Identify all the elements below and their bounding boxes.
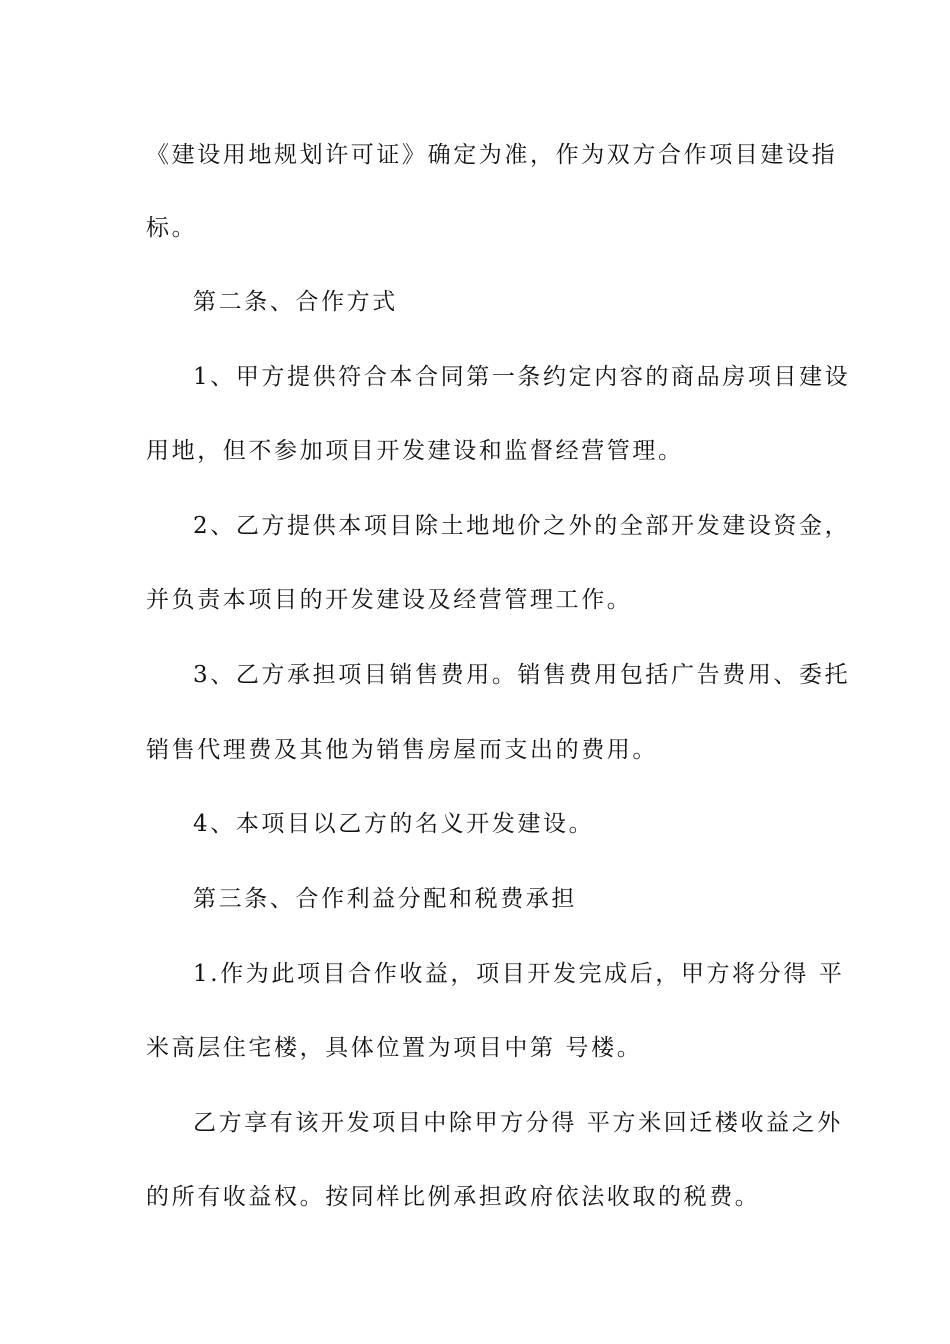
section-heading: 第二条、合作方式: [193, 289, 398, 315]
text-line: 标。: [146, 215, 198, 241]
text-line: 销售代理费及其他为销售房屋而支出的费用。: [146, 737, 658, 763]
text-line: 并负责本项目的开发建设及经营管理工作。: [146, 587, 633, 613]
text-line: 的所有收益权。按同样比例承担政府依法收取的税费。: [146, 1184, 761, 1210]
text-line: 用地，但不参加项目开发建设和监督经营管理。: [146, 438, 684, 464]
text-line: 乙方享有该开发项目中除甲方分得 平方米回迁楼收益之外: [193, 1110, 843, 1136]
text-line: 《建设用地规划许可证》确定为准，作为双方合作项目建设指: [146, 142, 838, 168]
text-line: 2、乙方提供本项目除土地地价之外的全部开发建设资金，: [193, 513, 851, 539]
text-line: 1.作为此项目合作收益，项目开发完成后，甲方将分得 平: [193, 961, 845, 987]
section-heading: 第三条、合作利益分配和税费承担: [193, 886, 577, 912]
text-line: 3、乙方承担项目销售费用。销售费用包括广告费用、委托: [193, 662, 851, 688]
text-line: 1、甲方提供符合本合同第一条约定内容的商品房项目建设: [193, 364, 851, 390]
text-line: 米高层住宅楼，具体位置为项目中第 号楼。: [146, 1035, 643, 1061]
text-line: 4、本项目以乙方的名义开发建设。: [193, 811, 595, 837]
